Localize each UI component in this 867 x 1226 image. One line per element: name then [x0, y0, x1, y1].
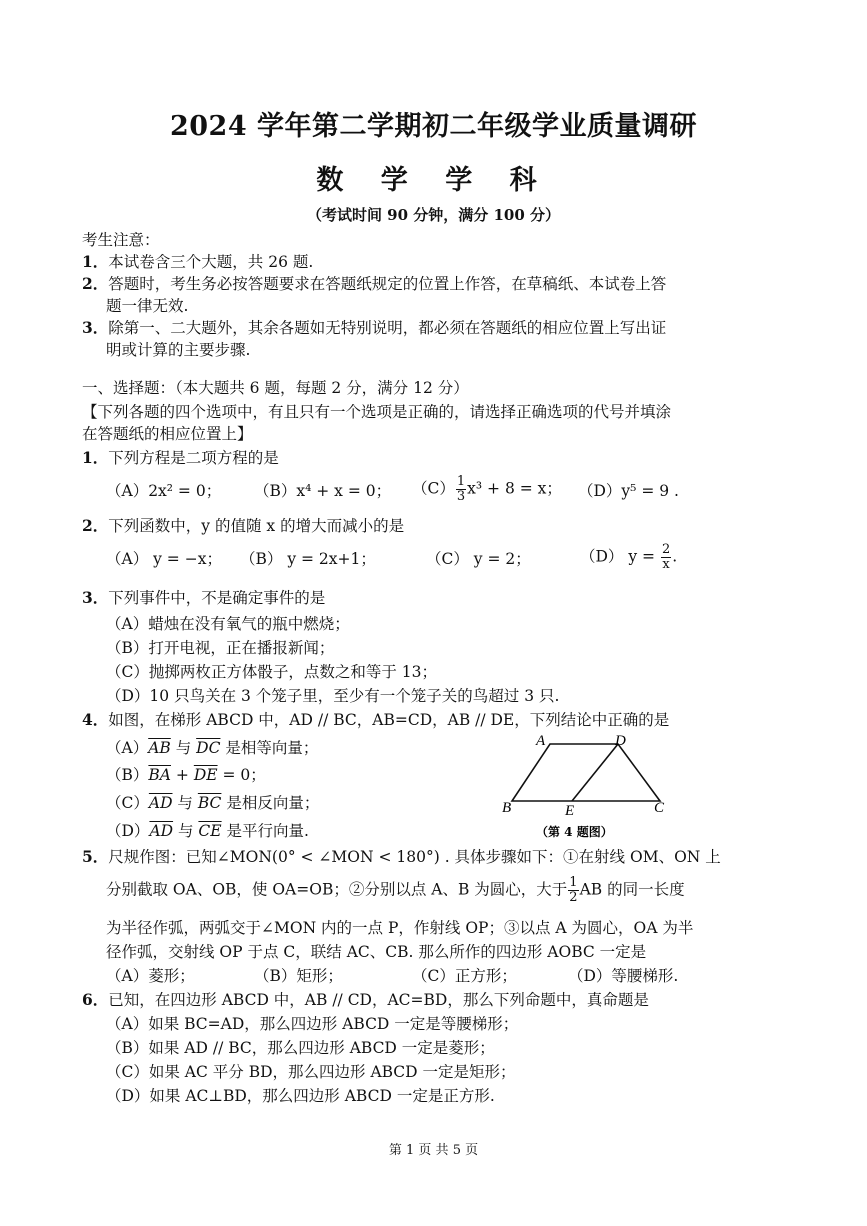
trapezoid-figure: [500, 728, 680, 848]
point-label-b: B: [502, 800, 512, 816]
notice-item: [106, 296, 188, 316]
option-label: （A）: [106, 739, 149, 757]
question-number: 4．: [82, 710, 109, 729]
q6-option-d: （D）如果 AC⊥BD，那么四边形 ABCD 一定是正方形.: [106, 1087, 495, 1105]
q3-option-d: （D）10 只鸟关在 3 个笼子里，至少有一个笼子关的鸟超过 3 只.: [106, 687, 560, 705]
notice-text: 除第一、二大题外，其余各题如无特别说明，都必须在答题纸的相应位置上写出证: [108, 319, 667, 337]
q2-option-b: （B） y = 2x+1；: [240, 550, 376, 568]
notice-item: [82, 274, 666, 294]
vector: $\overline{DC}$: [196, 739, 221, 757]
q4-option-d: [106, 821, 309, 841]
question-3: [82, 588, 325, 608]
q6-option-a: （A）如果 BC=AD，那么四边形 ABCD 一定是等腰梯形；: [106, 1015, 519, 1033]
notice-item: [82, 318, 666, 338]
notice-item: [106, 340, 250, 360]
fraction-numerator: 1: [569, 875, 578, 890]
option-label: （D） y =: [580, 547, 660, 566]
question-text: 分别截取 OA、OB，使 OA=OB；②分别以点 A、B 为圆心，大于: [106, 880, 568, 899]
vector: $\overline{AD}$: [149, 822, 174, 840]
figure-caption: （第 4 题图）: [536, 825, 613, 839]
vector: $\overline{CE}$: [198, 822, 222, 840]
notice-heading: 考生注意：: [82, 231, 160, 249]
notice-num: 1．: [82, 252, 109, 271]
subject-title: 数 学 学 科: [316, 165, 551, 196]
notice-num: 2．: [82, 274, 109, 293]
question-stem: 下列事件中，不是确定事件的是: [108, 589, 326, 607]
fraction-denominator: 2: [569, 890, 578, 905]
option-text: 与: [172, 794, 198, 812]
question-stem: 如图，在梯形 ABCD 中，AD // BC，AB=CD，AB // DE，下列结论中正确的是: [108, 711, 670, 729]
q4-option-c: [106, 793, 319, 813]
exam-title: 2024 学年第二学期初二年级学业质量调研: [169, 111, 698, 142]
section-heading: 一、选择题：（本大题共 6 题，每题 2 分，满分 12 分）: [82, 379, 469, 397]
option-text: .: [672, 547, 678, 566]
question-number: 1．: [82, 448, 109, 467]
vector: $\overline{AB}$: [148, 739, 171, 757]
point-label-a: A: [536, 733, 546, 749]
question-stem: 尺规作图：已知∠MON(0° < ∠MON < 180°) . 具体步骤如下：①在射线 OM、ON 上: [108, 848, 721, 866]
question-4: [82, 710, 669, 730]
trapezoid-diagram: [500, 728, 680, 848]
question-2: [82, 516, 404, 536]
q3-option-c: （C）抛掷两枚正方体骰子，点数之和等于 13；: [106, 663, 438, 681]
vector: $\overline{BC}$: [197, 794, 222, 812]
segment-de: [572, 744, 618, 801]
vector: $\overline{DE}$: [193, 766, 218, 784]
q1-option-d: （D）y⁵ = 9 .: [578, 482, 679, 500]
q5-option-a: （A）菱形；: [106, 967, 195, 985]
question-number: 3．: [82, 588, 109, 607]
fraction: [661, 543, 671, 572]
notice-item: [82, 252, 313, 272]
notice-text: 题一律无效.: [106, 297, 189, 315]
option-text: = 0；: [217, 766, 266, 784]
q1-option-b: （B）x⁴ + x = 0；: [254, 482, 392, 500]
notice-text: 明或计算的主要步骤.: [106, 341, 251, 359]
point-label-e: E: [565, 803, 575, 819]
q2-option-c: （C） y = 2；: [426, 550, 531, 568]
q4-option-b: [106, 765, 266, 785]
question-stem: 已知，在四边形 ABCD 中，AB // CD，AC=BD，那么下列命题中，真命题是: [108, 991, 649, 1009]
question-5-line: 径作弧，交射线 OP 于点 C，联结 AC、CB. 那么所作的四边形 AOBC 一定是: [106, 943, 647, 961]
point-label-c: C: [654, 800, 665, 816]
option-text: 与: [173, 822, 199, 840]
vector: $\overline{AD}$: [148, 794, 173, 812]
question-1: [82, 448, 279, 468]
fraction-denominator: 3: [456, 489, 466, 504]
question-number: 5．: [82, 847, 109, 866]
section-instruction: 【下列各题的四个选项中，有且只有一个选项是正确的，请选择正确选项的代号并填涂: [82, 403, 672, 421]
option-label: （B）: [106, 766, 149, 784]
q5-option-d: （D）等腰梯形.: [568, 967, 679, 985]
question-5-line: 为半径作弧，两弧交于∠MON 内的一点 P，作射线 OP；③以点 A 为圆心，OA 为半: [106, 919, 694, 937]
q5-option-c: （C）正方形；: [412, 967, 517, 985]
trapezoid-abcd: [512, 744, 660, 801]
question-6: [82, 990, 649, 1010]
q3-option-a: （A）蜡烛在没有氧气的瓶中燃烧；: [106, 615, 350, 633]
q3-option-b: （B）打开电视，正在播报新闻；: [106, 639, 335, 657]
q2-option-a: （A） y = −x；: [106, 550, 222, 568]
fraction-numerator: 2: [661, 542, 671, 557]
option-text: 是相等向量；: [220, 739, 319, 757]
notice-num: 3．: [82, 318, 109, 337]
q1-option-c: [412, 475, 562, 504]
section-instruction: 在答题纸的相应位置上】: [82, 425, 253, 443]
exam-info: （考试时间 90 分钟，满分 100 分）: [306, 206, 561, 224]
page-footer: 第 1 页 共 5 页: [388, 1143, 479, 1158]
question-number: 2．: [82, 516, 109, 535]
q4-option-a: [106, 738, 318, 758]
fraction: [456, 475, 466, 504]
option-label: （D）: [106, 822, 150, 840]
q6-option-b: （B）如果 AD // BC，那么四边形 ABCD 一定是菱形；: [106, 1039, 495, 1057]
fraction-numerator: 1: [456, 474, 466, 489]
option-text: 是平行向量.: [221, 822, 309, 840]
fraction: [568, 876, 578, 905]
option-text: +: [170, 766, 194, 784]
q5-option-b: （B）矩形；: [254, 967, 343, 985]
option-text: x³ + 8 = x；: [467, 479, 562, 498]
notice-text: 本试卷含三个大题，共 26 题.: [108, 253, 314, 271]
question-stem: 下列函数中，y 的值随 x 的增大而减小的是: [108, 517, 405, 535]
option-label: （C）: [106, 794, 149, 812]
q6-option-c: （C）如果 AC 平分 BD，那么四边形 ABCD 一定是矩形；: [106, 1063, 516, 1081]
option-label: （C）: [412, 479, 455, 498]
question-5: [82, 847, 721, 867]
option-text: 是相反向量；: [221, 794, 320, 812]
fraction-denominator: x: [662, 557, 670, 572]
q1-option-a: （A）2x² = 0；: [106, 482, 222, 500]
point-label-d: D: [615, 733, 626, 749]
question-text: AB 的同一长度: [579, 880, 685, 899]
notice-text: 答题时，考生务必按答题要求在答题纸规定的位置上作答，在草稿纸、本试卷上答: [108, 275, 667, 293]
q2-option-d: [580, 543, 677, 572]
option-text: 与: [170, 739, 197, 757]
vector: $\overline{BA}$: [148, 766, 171, 784]
question-5-line: [106, 876, 685, 905]
question-number: 6．: [82, 990, 109, 1009]
question-stem: 下列方程是二项方程的是: [108, 449, 279, 467]
